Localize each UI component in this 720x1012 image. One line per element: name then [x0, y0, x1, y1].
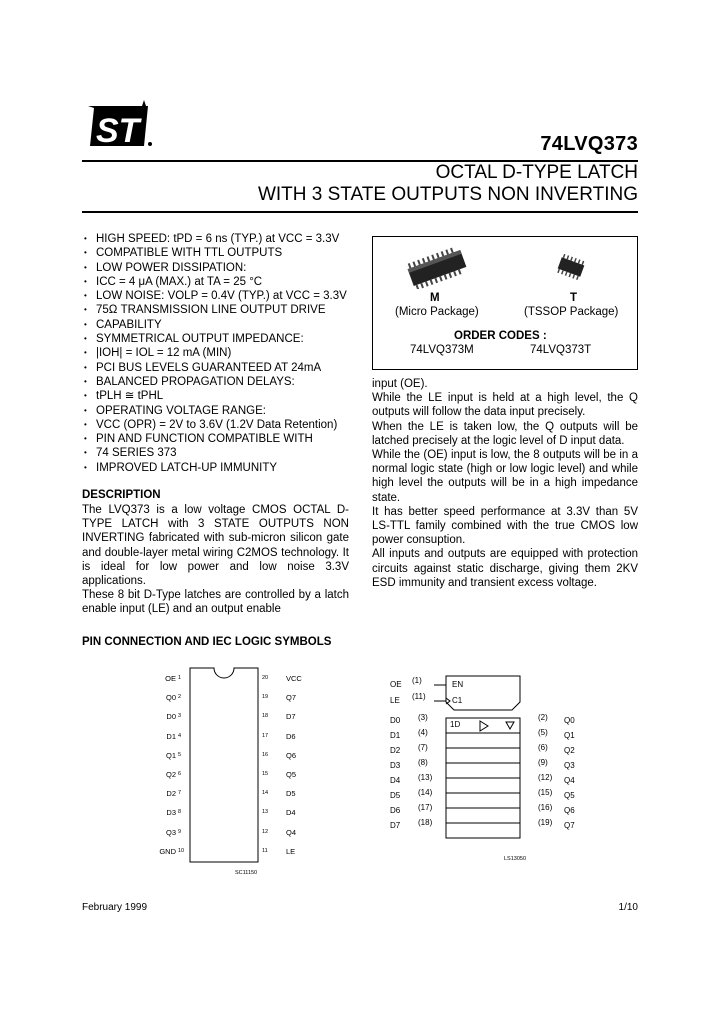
pin-section-title: PIN CONNECTION AND IEC LOGIC SYMBOLS	[82, 636, 332, 648]
package-m-letter: M	[430, 292, 440, 304]
pin-label-right: Q4	[286, 827, 297, 837]
pin-label-left: D1	[166, 731, 176, 741]
pin-label-right: Q6	[286, 750, 297, 760]
description-para: While the LE input is held at a high level, the Q outputs will follow the data input precisely.	[372, 392, 638, 419]
pin-number-right: 14	[262, 790, 269, 797]
feature-list	[82, 232, 372, 475]
pin-number-left: 6	[178, 771, 182, 777]
logic-input-label: D4	[390, 776, 401, 785]
logic-input-label: D7	[390, 821, 401, 830]
iec-logic-symbol	[384, 670, 584, 870]
pin-label-right: D4	[286, 808, 296, 818]
feature-item: • PIN AND FUNCTION COMPATIBLE WITH	[82, 432, 372, 446]
logic-input-label: D0	[390, 716, 401, 725]
pin-number-left: 4	[178, 732, 182, 739]
feature-item: • SYMMETRICAL OUTPUT IMPEDANCE:	[82, 332, 372, 346]
pin-number-right: 13	[262, 809, 269, 816]
logic-input-num: (14)	[418, 788, 433, 797]
subtitle-line1: OCTAL D-TYPE LATCH	[435, 162, 638, 183]
logic-output-label: Q6	[564, 806, 575, 815]
footer-date: February 1999	[82, 902, 148, 913]
logic-code: LS13050	[504, 856, 527, 862]
logic-output-label: Q4	[564, 776, 575, 785]
description-title: DESCRIPTION	[82, 489, 161, 501]
logic-input-num: (18)	[418, 818, 433, 827]
feature-item: • BALANCED PROPAGATION DELAYS:	[82, 375, 372, 389]
pin-number-right: 11	[262, 847, 268, 854]
logic-output-label: Q0	[564, 716, 575, 725]
pin-number-right: 15	[262, 771, 269, 777]
pin-label-left: D3	[166, 808, 176, 818]
feature-item: • |IOH| = IOL = 12 mA (MIN)	[82, 346, 372, 360]
logic-output-label: Q5	[564, 791, 575, 800]
order-codes-title: ORDER CODES :	[454, 330, 547, 342]
pin-label-left: Q1	[165, 750, 176, 760]
logic-input-label: D5	[390, 791, 401, 800]
logic-c1-label: C1	[452, 696, 463, 705]
order-code-t: 74LVQ373T	[530, 344, 592, 356]
feature-item: • tPLH ≅ tPHL	[82, 389, 372, 403]
feature-item: • CAPABILITY	[82, 318, 372, 332]
feature-item: • 74 SERIES 373	[82, 446, 372, 460]
pin-label-left: D2	[166, 789, 176, 799]
pinout-code: SC11150	[235, 870, 258, 876]
feature-item: • IMPROVED LATCH-UP IMMUNITY	[82, 461, 372, 475]
feature-item: • COMPATIBLE WITH TTL OUTPUTS	[82, 246, 372, 260]
package-t-name: (TSSOP Package)	[524, 306, 619, 318]
subtitle-rule	[82, 211, 638, 213]
logic-output-num: (6)	[538, 743, 548, 752]
logic-output-label: Q3	[564, 761, 575, 770]
feature-item: • LOW NOISE: VOLP = 0.4V (TYP.) at VCC = 3.3V	[82, 289, 372, 303]
pin-label-left: GND	[159, 846, 176, 856]
pin-number-left: 2	[178, 694, 182, 701]
logic-oe-label: OE	[390, 680, 402, 689]
pin-number-left: 8	[178, 809, 182, 816]
logic-input-num: (7)	[418, 743, 428, 752]
description-para: input (OE).	[372, 378, 428, 390]
so20-package-image	[403, 247, 471, 294]
pin-number-right: 20	[262, 675, 269, 681]
pin-number-right: 12	[262, 828, 269, 835]
footer-page: 1/10	[618, 902, 638, 913]
pin-label-left: Q3	[165, 827, 176, 837]
pin-number-right: 18	[262, 713, 269, 720]
description-para: These 8 bit D-Type latches are controlled by a latch enable input (LE) and an output enable	[82, 589, 349, 616]
package-box	[372, 236, 638, 370]
pin-label-left: Q2	[165, 770, 176, 779]
pin-number-left: 5	[178, 751, 182, 758]
logic-input-num: (8)	[418, 758, 428, 767]
description-para: When the LE is taken low, the Q outputs will be latched precisely at the logic level of D input data.	[372, 420, 638, 447]
pin-label-right: D7	[286, 712, 296, 722]
logic-output-num: (9)	[538, 758, 548, 767]
dip-pinout	[140, 664, 320, 884]
description-para: The LVQ373 is a low voltage CMOS OCTAL D-TYPE LATCH with 3 STATE OUTPUTS NON INVERTING fabricated with sub-micron silicon gate and double-layer metal wiring C2MOS technology. It is ideal for low power and low noise 3.3V applications.	[82, 504, 349, 588]
pin-number-left: 1	[178, 675, 182, 681]
pin-label-left: D0	[166, 712, 176, 722]
feature-item: • ICC = 4 μA (MAX.) at TA = 25 °C	[82, 275, 372, 289]
pin-number-left: 9	[178, 828, 182, 835]
pin-label-right: LE	[286, 846, 296, 856]
pin-number-right: 19	[262, 694, 269, 701]
description-para: It has better speed performance at 3.3V than 5V LS-TTL family combined with the true CMOS low power consuption.	[372, 505, 638, 547]
logic-output-label: Q7	[564, 821, 575, 830]
logic-input-label: D6	[390, 806, 401, 815]
logic-input-label: D2	[390, 746, 401, 755]
order-code-m: 74LVQ373M	[410, 344, 474, 356]
logo-text: ST	[96, 112, 140, 150]
feature-item: • HIGH SPEED: tPD = 6 ns (TYP.) at VCC = 3.3V	[82, 232, 372, 246]
pin-label-right: VCC	[286, 674, 302, 683]
logic-output-num: (16)	[538, 803, 553, 812]
logic-le-num: (11)	[412, 692, 426, 701]
logic-output-num: (19)	[538, 818, 553, 827]
pin-number-left: 10	[178, 847, 185, 854]
logic-1d-label: 1D	[450, 720, 461, 729]
pin-label-right: Q5	[286, 770, 297, 779]
logic-output-num: (2)	[538, 713, 548, 722]
logic-input-label: D1	[390, 731, 401, 740]
pin-label-right: Q7	[286, 693, 297, 703]
logic-en-label: EN	[452, 680, 464, 689]
logic-output-num: (12)	[538, 773, 553, 782]
logic-input-num: (3)	[418, 713, 428, 722]
description-right	[372, 377, 638, 590]
feature-item: • PCI BUS LEVELS GUARANTEED AT 24mA	[82, 361, 372, 375]
pin-number-right: 17	[262, 732, 269, 739]
tssop20-package-image	[553, 253, 589, 286]
package-m-name: (Micro Package)	[395, 306, 479, 318]
logic-le-label: LE	[390, 696, 400, 705]
logic-output-label: Q2	[564, 746, 575, 755]
pin-label-right: D5	[286, 789, 296, 799]
logic-input-label: D3	[390, 761, 401, 770]
feature-item: • VCC (OPR) = 2V to 3.6V (1.2V Data Retention)	[82, 418, 372, 432]
description-left	[82, 503, 349, 617]
logic-input-num: (17)	[418, 803, 433, 812]
pin-number-left: 3	[178, 713, 182, 720]
feature-item: • 75Ω TRANSMISSION LINE OUTPUT DRIVE	[82, 303, 372, 317]
feature-item: • OPERATING VOLTAGE RANGE:	[82, 404, 372, 418]
logic-input-num: (4)	[418, 728, 428, 737]
pin-label-right: D6	[286, 731, 296, 741]
logic-output-num: (15)	[538, 788, 553, 797]
subtitle-line2: WITH 3 STATE OUTPUTS NON INVERTING	[257, 184, 638, 205]
logic-output-num: (5)	[538, 728, 548, 737]
pin-label-left: Q0	[165, 693, 176, 703]
pin-label-left: OE	[165, 674, 176, 683]
package-t-letter: T	[570, 292, 578, 304]
description-para: All inputs and outputs are equipped with protection circuits against static discharge, giving them 2KV ESD immunity and transient excess voltage.	[372, 548, 638, 589]
description-para: While the (OE) input is low, the 8 outputs will be in a normal logic state (high or low logic level) and while high level the outputs will be in a high impedance state.	[372, 449, 638, 504]
part-number: 74LVQ373	[540, 133, 638, 155]
logic-input-num: (13)	[418, 773, 433, 782]
logic-output-label: Q1	[564, 731, 575, 740]
feature-item: • LOW POWER DISSIPATION:	[82, 261, 372, 275]
pin-number-right: 16	[262, 751, 269, 758]
logic-oe-num: (1)	[412, 676, 422, 685]
st-logo	[82, 100, 154, 158]
pin-number-left: 7	[178, 790, 182, 797]
